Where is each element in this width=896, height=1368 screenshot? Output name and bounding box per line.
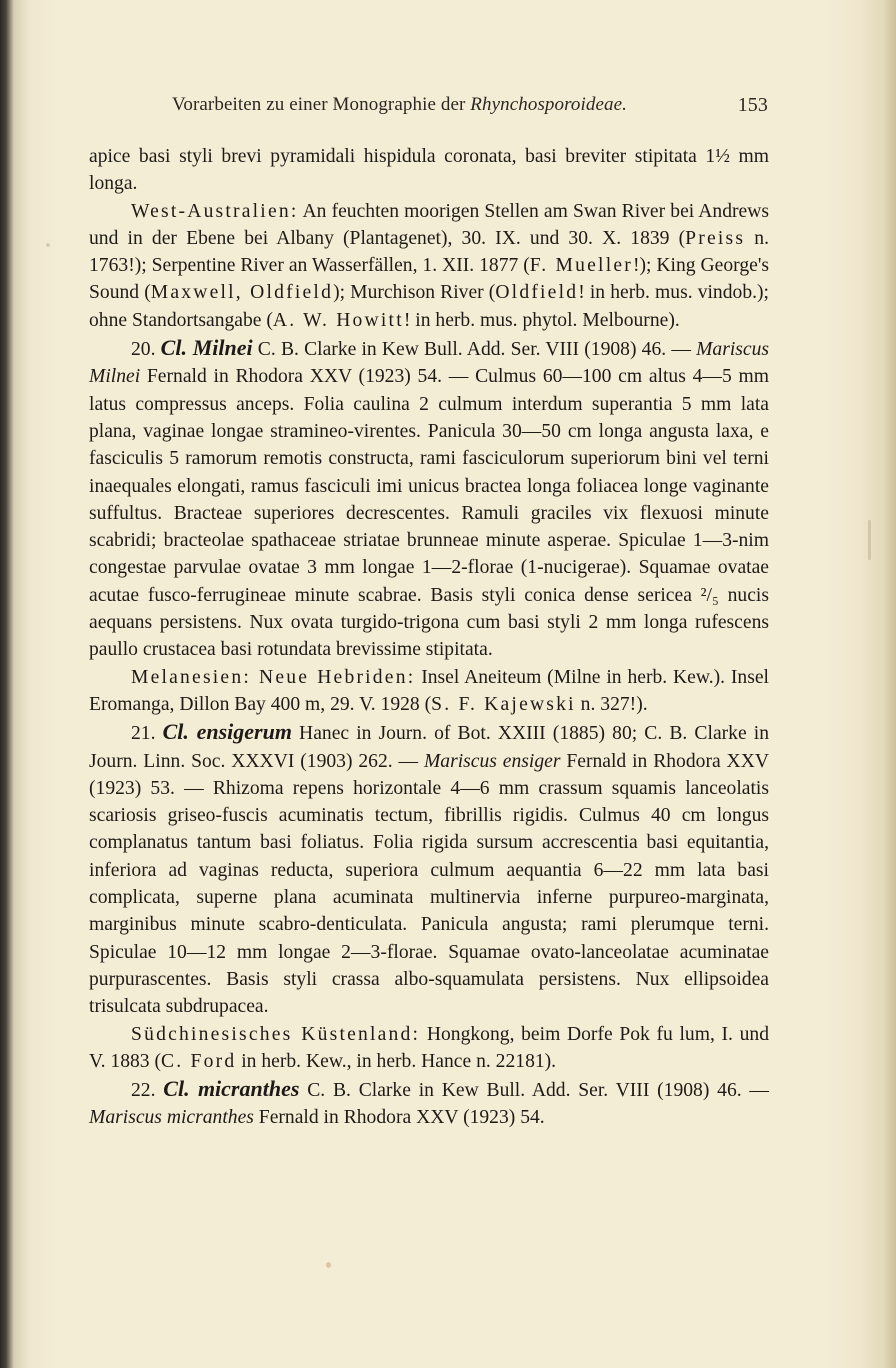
text-run: Insel Aneiteum (Milne in herb. Kew.). Insel Eromanga, Dillon Bay 400 m, 29. V. 1928 ( [89, 666, 769, 715]
paper-speck [868, 520, 871, 560]
text-run: ! in herb. mus. phytol. Melbourne). [403, 309, 680, 331]
paragraph-china-locality [89, 1021, 769, 1076]
paragraph-2-locality [89, 198, 769, 334]
running-title-italic: Rhynchosporoideae. [470, 94, 628, 115]
collector-name: A. W. Howitt [272, 309, 404, 331]
species-number: 21. [131, 723, 163, 745]
species-number: 20. [131, 339, 161, 361]
collector-name: S. F. Kajewski [431, 693, 576, 715]
species-name: Cl. micranthes [163, 1076, 300, 1102]
species-number: 22. [131, 1080, 164, 1102]
text-run: An feuchten moorigen Stellen am Swan River bei Andrews und in der Ebene bei Albany (Plantagenet), 30. IX. und 30. X. 1839 ( [89, 200, 769, 249]
collector-name: Maxwell, Oldfield [150, 282, 334, 304]
text-run: in herb. Kew., in herb. Hance n. 22181). [236, 1050, 557, 1072]
paper-speck [326, 1262, 331, 1268]
text-run: n. 1763!); Serpentine River an Wasserfällen, 1. XII. 1877 ( [89, 227, 769, 277]
text-run: C. B. Clarke in Kew Bull. Add. Ser. VIII (1908) 46. — [252, 339, 697, 361]
paragraph-species-21 [89, 718, 769, 1020]
text-run: Hanec in Journ. of Bot. XXIII (1885) 80; C. B. Clarke in Journ. Linn. Soc. XXXVI (1903) 262. — [89, 723, 769, 772]
paragraph-species-20 [89, 334, 769, 664]
text-run: n. 327!). [575, 693, 648, 715]
page-number: 153 [737, 94, 768, 116]
species-name: Cl. Milnei [160, 335, 253, 361]
text-run: !); King George's Sound ( [89, 255, 769, 304]
text-run: ! in herb. mus. vindob.); ohne Standortsangabe ( [89, 282, 769, 331]
text-run: Fernald in Rhodora XXV (1923) 54. [253, 1107, 545, 1129]
text-run: Fernald in Rhodora XXV (1923) 54. — Culmus 60—100 cm altus 4—5 mm latus compressus anceps. Folia caulina 2 culmum interdum superantia 5 mm lata plana, vaginae longae stramineo-virentes. Panicula 30—50 cm longa angusta laxa, e fasciculis 5 ramorum remotis constructa, rami fasciculorum superiorum bini vel terni inaequales elongati, ramus fasciculi imi unicus bractea longa foliacea longe vaginante suffultus. Bracteae superiores decrescentes. Ramuli graciles vix flexuosi minute scabridi; bracteolae spathaceae striatae brunneae minute asperae. Spiculae 1—3-nim congestae parvulae ovatae 3 mm longae 1—2-florae (1-nucigerae). Squamae ovatae acutae fusco-ferrugineae minute scabrae. Basis styli conica dense sericea ²/₅ nucis aequans persistens. Nux ovata turgido-trigona cum basi styli 2 mm longa rufescens paullo crustacea basi rotundata brevissime stipitata. [89, 366, 769, 661]
collector-name: C. Ford [161, 1050, 237, 1072]
paragraph-melanesia-locality [89, 664, 769, 719]
region-label: Südchinesisches Küstenland: [131, 1023, 421, 1045]
paragraph-species-22 [89, 1075, 769, 1132]
running-title [172, 94, 627, 116]
synonym-name: Mariscus micranthes [89, 1107, 254, 1129]
synonym-name: Mariscus Milnei [89, 339, 770, 388]
synonym-name: Mariscus ensiger [423, 750, 561, 772]
text-run: Hongkong, beim Dorfe Pok fu lum, I. und V. 1883 ( [89, 1023, 769, 1072]
paper-speck [46, 243, 50, 247]
species-name: Cl. ensigerum [162, 719, 292, 745]
body-text [89, 143, 769, 1132]
text-run: Fernald in Rhodora XXV (1923) 53. — Rhizoma repens horizontale 4—6 mm crassum squamis lanceolatis scariosis griseo-fuscis acuminatis tectum, fibrillis rigidis. Culmus 40 cm longus complanatus tantum basi foliatus. Folia rigida sursum accrescentia basi equitantia, inferiora ad vaginas reducta, superiora culmum aequantia 6—22 mm lata basi complicata, superne plana acuminata multinervia inferne purpureo-marginata, marginibus minute scabro-denticulata. Panicula angusta; rami plerumque terni. Spiculae 10—12 mm longae 2—3-florae. Squamae ovato-lanceolatae acuminatae purpurascentes. Basis styli crassa albo-squamulata persistens. Nux ellipsoidea trisulcata subdrupacea. [89, 750, 769, 1018]
region-label: West-Australien: [131, 200, 299, 222]
paragraph-1-text: apice basi styli brevi pyramidali hispidula coronata, basi breviter stipitata 1½ mm longa. [89, 146, 769, 195]
paragraph-1 [89, 143, 769, 198]
collector-name: Oldfield [495, 282, 579, 304]
collector-name: F. Mueller [529, 255, 633, 277]
region-label: Melanesien: Neue Hebriden: [131, 666, 416, 688]
text-run: C. B. Clarke in Kew Bull. Add. Ser. VIII (1908) 46. — [299, 1080, 770, 1102]
running-title-text: Vorarbeiten zu einer Monographie der [172, 94, 471, 115]
text-run: ); Murchison River ( [333, 282, 496, 304]
collector-name: Preiss [685, 227, 746, 249]
